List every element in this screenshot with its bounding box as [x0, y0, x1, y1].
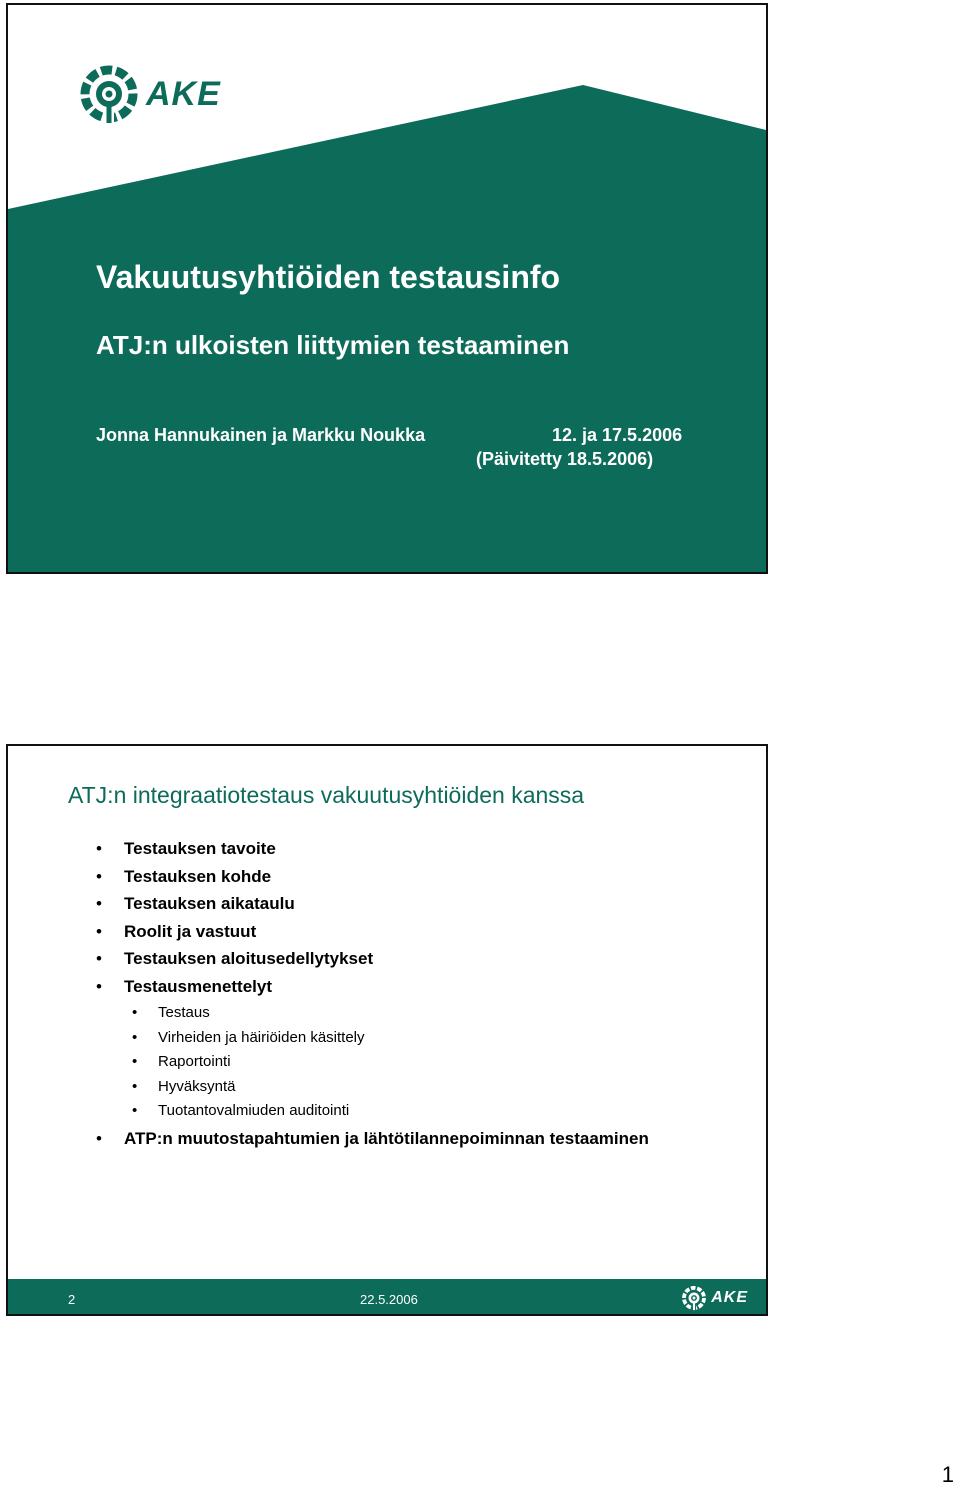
slide-footer [8, 1279, 766, 1314]
title-slide [6, 3, 768, 574]
ake-logo-text: AKE [146, 74, 221, 113]
ake-logo-text: AKE [711, 1289, 748, 1306]
presentation-subtitle: ATJ:n ulkoisten liittymien testaaminen [96, 330, 570, 360]
list-item: • Testauksen aloitusedellytykset [8, 947, 649, 975]
ake-logo [78, 63, 221, 125]
list-item: • Roolit ja vastuut [8, 920, 649, 948]
presentation-date: 12. ja 17.5.2006 [552, 425, 683, 445]
list-item: • Testauksen tavoite [8, 837, 649, 865]
list-item: • Testauksen kohde [8, 865, 649, 893]
list-item: • Testausmenettelyt [8, 975, 649, 1003]
ake-logo-icon [681, 1285, 707, 1311]
ake-logo-icon [78, 63, 140, 125]
presentation-title: Vakuutusyhtiöiden testausinfo [96, 259, 561, 295]
sub-list-item: • Testaus [8, 1002, 649, 1027]
presenters: Jonna Hannukainen ja Markku Noukka [96, 425, 426, 445]
page-number: 1 [941, 1462, 954, 1487]
sub-list-item: • Raportointi [8, 1051, 649, 1076]
footer-date: 22.5.2006 [360, 1292, 418, 1307]
sub-list-item: • Tuotantovalmiuden auditointi [8, 1100, 649, 1125]
sub-list-item: • Hyväksyntä [8, 1076, 649, 1101]
slide-title: ATJ:n integraatiotestaus vakuutusyhtiöiden kanssa [68, 782, 585, 808]
agenda-slide [6, 744, 768, 1316]
footer-ake-logo [681, 1285, 748, 1311]
list-item: • Testauksen aikataulu [8, 892, 649, 920]
updated-date: (Päivitetty 18.5.2006) [476, 449, 654, 469]
list-item: • ATP:n muutostapahtumien ja lähtötilannepoiminnan testaaminen [8, 1127, 649, 1155]
agenda-list [8, 837, 649, 1154]
sub-list-item: • Virheiden ja häiriöiden käsittely [8, 1027, 649, 1052]
slide-number: 2 [68, 1292, 76, 1307]
